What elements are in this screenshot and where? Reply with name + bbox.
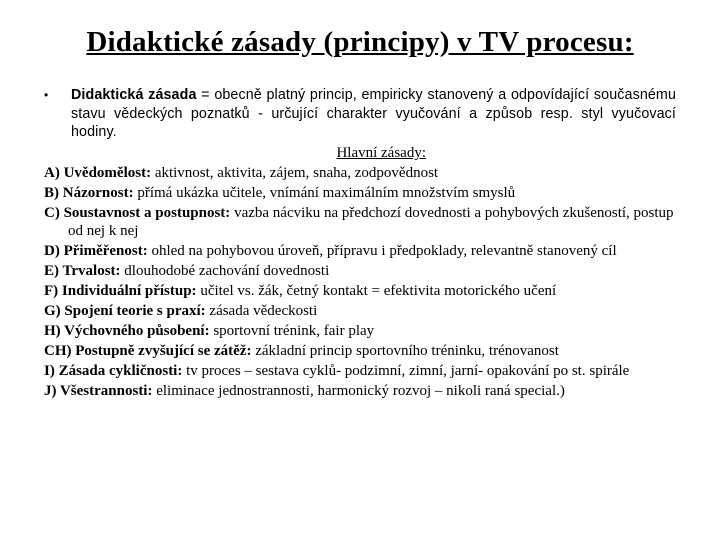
principle-text: dlouhodobé zachování dovednosti [120,263,330,280]
principle-item [44,382,676,401]
principle-text: učitel vs. žák, četný kontakt = efektivita motorického učení [196,283,557,300]
main-principles-heading: Hlavní zásady: [336,144,426,161]
principle-text: eliminace jednostrannosti, harmonický rozvoj – nikoli raná special.) [152,383,565,400]
principle-text: sportovní trénink, fair play [209,323,375,340]
principle-term: CH) Postupně zvyšující se zátěž: [44,343,252,360]
principle-text: vazba nácviku na předchozí dovednosti a pohybových zkušeností, postup od nej k nej [68,204,674,240]
principle-item [44,204,676,241]
principle-item [44,322,676,341]
definition-bullet [44,86,676,142]
principle-term: C) Soustavnost a postupnost: [44,204,231,221]
principle-term: D) Přiměřenost: [44,243,148,260]
definition-body: = obecně platný princip, empiricky stanovený a odpovídající současnému stavu vědeckých poznatků - určující charakter vyučování a způsob resp. styl vyučovací hodiny. [71,87,676,141]
principle-text: zásada vědeckosti [205,303,318,320]
principle-term: B) Názornost: [44,184,134,201]
principle-term: G) Spojení teorie s praxí: [44,303,206,320]
bullet-icon: • [44,88,49,102]
principle-text: základní princip sportovního tréninku, trénovanost [251,343,559,360]
principle-text: tv proces – sestava cyklů- podzimní, zimní, jarní- opakování po st. spirále [182,363,630,380]
principle-text: ohled na pohybovou úroveň, přípravu i předpoklady, relevantně stanovený cíl [147,243,617,260]
principle-text: přímá ukázka učitele, vnímání maximálním množstvím smyslů [133,184,516,201]
slide-content [44,86,676,401]
definition-text [71,86,676,142]
slide-title: Didaktické zásady (principy) v TV procesu: [86,26,634,58]
definition-term: Didaktická zásada [71,87,197,103]
principle-text: aktivnost, aktivita, zájem, snaha, zodpovědnost [151,164,439,181]
principle-item [44,164,676,183]
principle-term: I) Zásada cykličnosti: [44,363,183,380]
principle-item [44,302,676,321]
principle-item [44,342,676,361]
principle-term: J) Všestrannosti: [44,383,153,400]
principle-item [44,242,676,261]
principle-term: F) Individuální přístup: [44,283,197,300]
principle-item [44,262,676,281]
principle-term: E) Trvalost: [44,263,121,280]
principle-term: A) Uvědomělost: [44,164,152,181]
principle-term: H) Výchovného působení: [44,323,210,340]
principle-item [44,362,676,381]
principle-item [44,184,676,203]
principle-item [44,282,676,301]
